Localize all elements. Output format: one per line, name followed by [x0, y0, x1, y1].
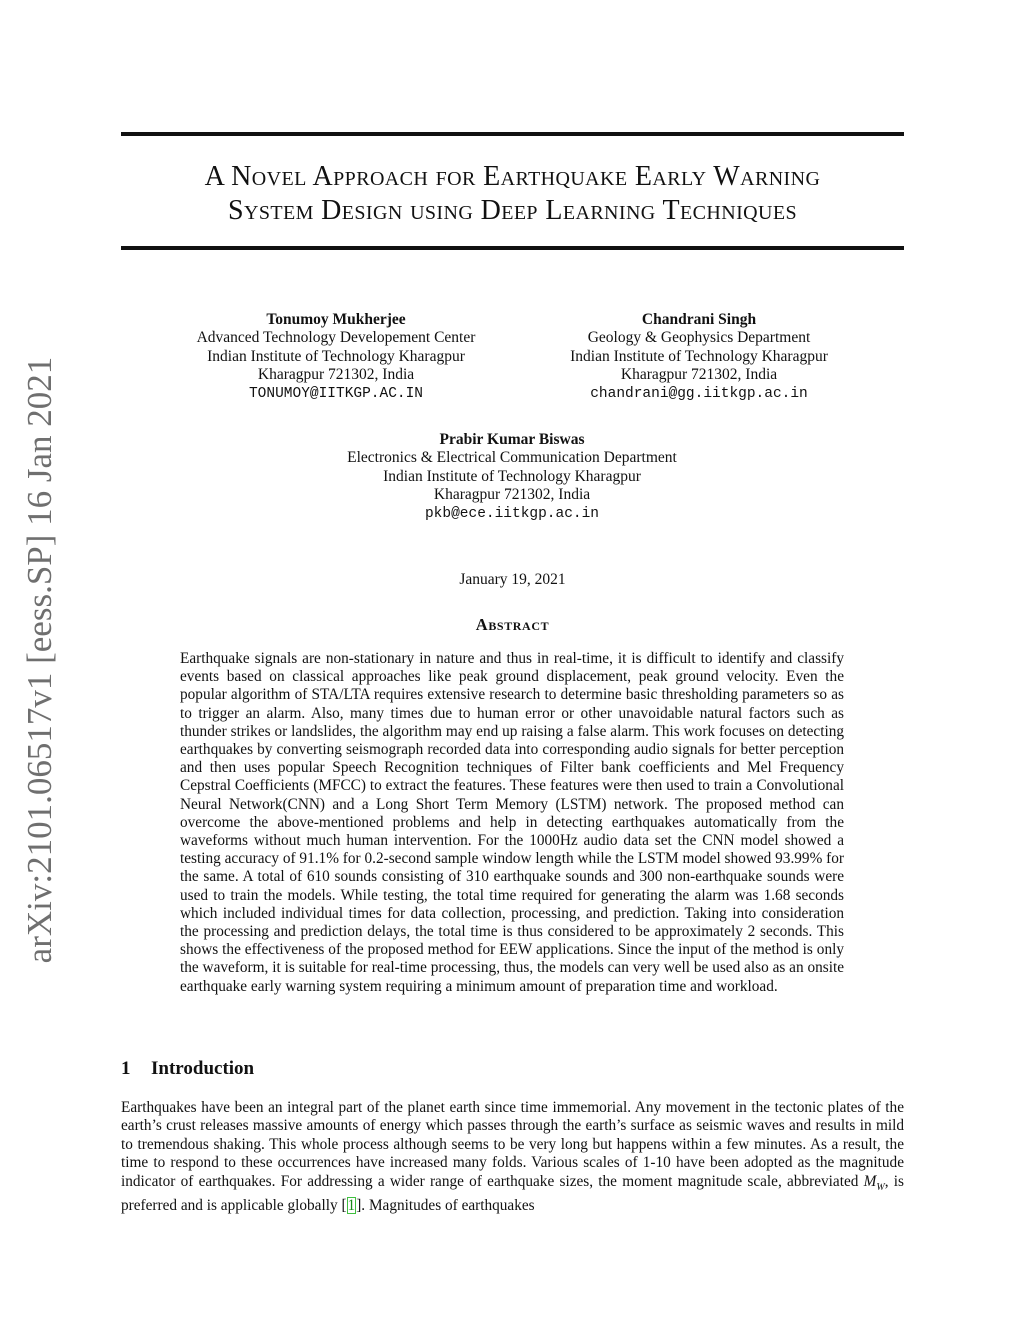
math-subscript: W: [876, 1181, 885, 1193]
author-email[interactable]: TONUMOY@IITKGP.AC.IN: [248, 385, 424, 402]
publication-date: January 19, 2021: [459, 571, 566, 588]
abstract-heading: Abstract: [475, 615, 550, 634]
moment-magnitude-symbol: [863, 1172, 885, 1193]
author-institute: Indian Institute of Technology Kharagpur: [570, 347, 828, 365]
author-address: Kharagpur 721302, India: [257, 366, 415, 384]
author-department: Electronics & Electrical Communication Department: [347, 449, 677, 467]
citation-link[interactable]: 1: [347, 1197, 356, 1215]
paper-title-line-2: System Design using Deep Learning Techniques: [228, 195, 797, 226]
paper-title-line-1: A Novel Approach for Earthquake Early Warning: [204, 161, 821, 192]
section-heading-introduction: [121, 1058, 254, 1080]
math-base: M: [863, 1172, 877, 1190]
author-name: Prabir Kumar Biswas: [439, 431, 585, 448]
author-email[interactable]: chandrani@gg.iitkgp.ac.in: [590, 385, 808, 402]
arxiv-identifier-stamp: arXiv:2101.06517v1 [eess.SP] 16 Jan 2021: [20, 356, 59, 964]
section-number: 1: [121, 1058, 131, 1079]
author-department: Geology & Geophysics Department: [587, 329, 811, 347]
paper-title: [121, 160, 904, 228]
author-department: Advanced Technology Developement Center: [196, 329, 476, 347]
author-address: Kharagpur 721302, India: [433, 486, 591, 504]
abstract-text: Earthquake signals are non-stationary in nature and thus in real-time, it is difficult to identify and classify events based on classical approaches like peak ground displacement, peak ground velocity. Even the popular algorithm of STA/LTA requires extensive research to determine basic thresholding parameters so as to trigger an alarm. Also, many times due to human error or other unavoidable natural factors such as thunder strikes or landslides, the algorithm may end up raising a false alarm. This work focuses on detecting earthquakes by converting seismograph recorded data into corresponding audio signals for better perception and then uses popular Speech Recognition techniques of Filter bank coefficients and Mel Frequency Cepstral Coefficients (MFCC) to extract the features. These features were then used to train a Convolutional Neural Network(CNN) and a Long Short Term Memory (LSTM) network. The proposed method can overcome the above-mentioned problems and help in detecting earthquakes automatically from the waveforms without much human intervention. For the 1000Hz audio data set the CNN model showed a testing accuracy of 91.1% for 0.2-second sample window length while the LSTM model showed 93.99% for the same. A total of 610 sounds consisting of 310 earthquake sounds and 300 non-earthquake sounds were used to train the models. While testing, the total time required for generating the alarm was 1.68 seconds which included individual times for data collection, processing, and prediction. Taking into consideration the processing and prediction delays, the total time is thus considered to be approximately 2 seconds. This shows the effectiveness of the proposed method for EEW applications. Since the input of the method is only the waveform, it is suitable for real-time processing, thus, the models can very well be used also as an onsite earthquake early warning system requiring a minimum amount of preparation time and workload.: [180, 650, 844, 995]
introduction-paragraph: [121, 1099, 904, 1215]
intro-text-part-1: Earthquakes have been an integral part of the planet earth since time immemorial. Any movement in the tectonic plates of the earth’s crust releases massive amounts of energy which passes through the earth’s surface as seismic waves and results in mild to tremendous shaking. This whole process although seems to be very long but happens within a few minutes. As a result, the time to respond to these occurrences have increased many folds. Various scales of 1-10 have been adopted as the magnitude indicator of earthquakes. For addressing a wider range of earthquake sizes, the moment magnitude scale, abbreviated: [121, 1099, 904, 1190]
author-block-3: [332, 431, 692, 523]
author-email[interactable]: pkb@ece.iitkgp.ac.in: [424, 505, 600, 522]
author-address: Kharagpur 721302, India: [620, 366, 778, 384]
author-block-2: [519, 311, 879, 403]
intro-text-part-2: , is preferred and is applicable globally [: [121, 1172, 904, 1215]
intro-text-part-3: ]. Magnitudes of earthquakes: [356, 1197, 535, 1215]
author-name: Tonumoy Mukherjee: [266, 311, 406, 328]
section-title: Introduction: [151, 1058, 255, 1079]
author-institute: Indian Institute of Technology Kharagpur: [383, 467, 641, 485]
author-name: Chandrani Singh: [641, 311, 757, 328]
author-block-1: [156, 311, 516, 403]
author-institute: Indian Institute of Technology Kharagpur: [207, 347, 465, 365]
title-bottom-rule: [121, 246, 904, 250]
title-top-rule: [121, 132, 904, 136]
